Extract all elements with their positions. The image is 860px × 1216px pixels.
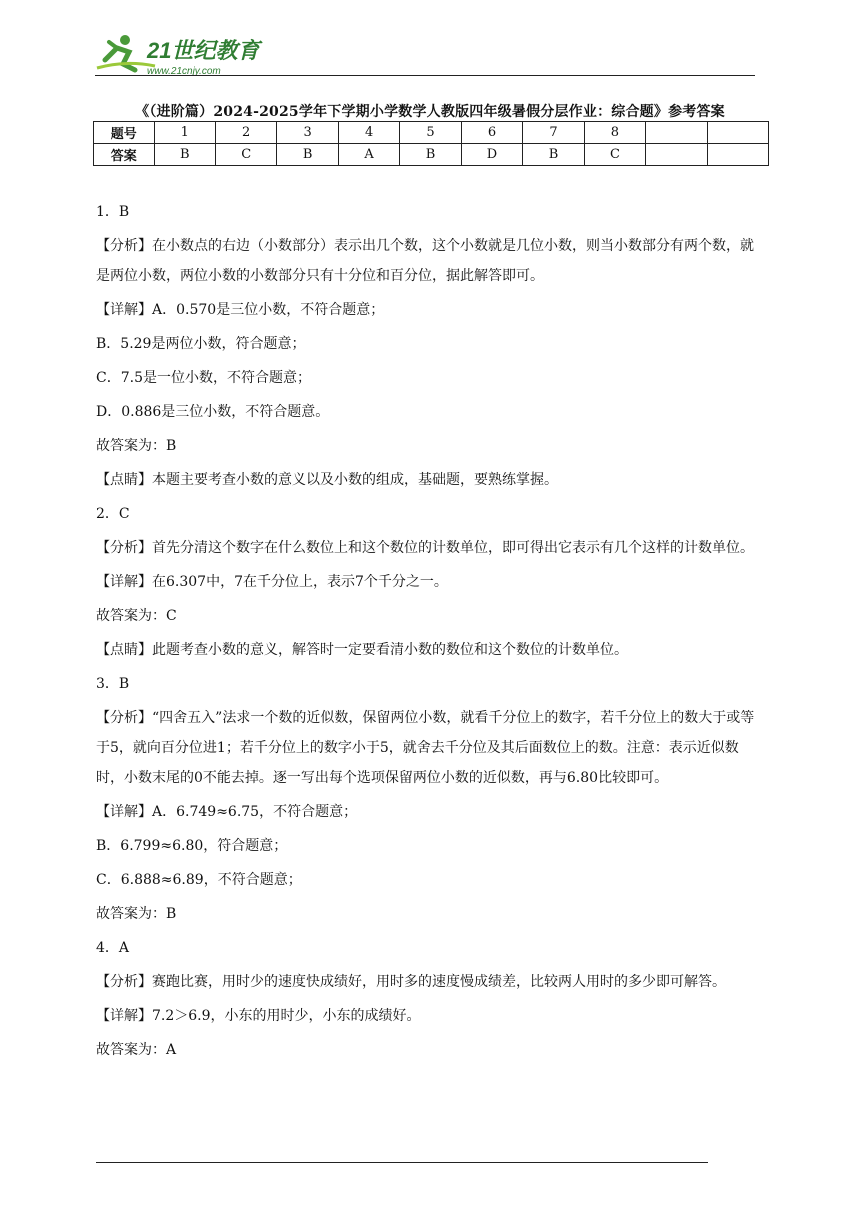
table-cell: D bbox=[461, 144, 522, 166]
table-cell: 6 bbox=[461, 122, 522, 144]
detail-line: B．5.29是两位小数，符合题意； bbox=[96, 336, 306, 352]
answer-table bbox=[93, 121, 769, 166]
table-cell: B bbox=[523, 144, 584, 166]
answer-line: 故答案为：C bbox=[96, 608, 177, 624]
detail-line: C．6.888≈6.89，不符合题意； bbox=[96, 872, 302, 888]
analysis-paragraph: 【分析】“四舍五入”法求一个数的近似数，保留两位小数，就看千分位上的数字，若千分位上的数大于或等于5，就向百分位进1；若千分位上的数字小于5，就舍去千分位及其后面数位上的数。注意：表示近似数时，小数末尾的0不能去掉。逐一写出每个选项保留两位小数的近似数，再与6.80比较即可。 bbox=[96, 710, 755, 786]
table-cell: A bbox=[338, 144, 399, 166]
answer-line: 故答案为：A bbox=[96, 1042, 177, 1058]
runner-logo-icon bbox=[95, 30, 265, 78]
logo bbox=[95, 30, 265, 78]
answer-line: 故答案为：B bbox=[96, 438, 177, 454]
detail-line: 【详解】在6.307中，7在千分位上，表示7个千分之一。 bbox=[96, 574, 448, 590]
table-cell: 2 bbox=[215, 122, 276, 144]
detail-line: 【详解】A．6.749≈6.75，不符合题意； bbox=[96, 804, 358, 820]
logo-brand: 21世纪教育 bbox=[147, 38, 260, 63]
table-row bbox=[94, 144, 769, 166]
table-cell: 3 bbox=[277, 122, 338, 144]
table-cell: B bbox=[154, 144, 215, 166]
row-label: 答案 bbox=[94, 144, 155, 166]
question-number: 2．C bbox=[96, 506, 130, 522]
answer-line: 故答案为：B bbox=[96, 906, 177, 922]
detail-line: 【详解】7.2＞6.9，小东的用时少，小东的成绩好。 bbox=[96, 1008, 421, 1024]
table-cell bbox=[707, 144, 768, 166]
table-cell bbox=[646, 122, 707, 144]
question-number: 4．A bbox=[96, 940, 130, 956]
table-cell: 5 bbox=[400, 122, 461, 144]
analysis-paragraph: 【分析】在小数点的右边（小数部分）表示出几个数，这个小数就是几位小数，则当小数部分有两个数，就是两位小数，两位小数的小数部分只有十分位和百分位，据此解答即可。 bbox=[96, 238, 754, 284]
answer-explanations bbox=[96, 195, 761, 1067]
question-number: 3．B bbox=[96, 676, 130, 692]
table-cell: 1 bbox=[154, 122, 215, 144]
detail-line: C．7.5是一位小数，不符合题意； bbox=[96, 370, 311, 386]
table-cell bbox=[646, 144, 707, 166]
question-number: 1．B bbox=[96, 204, 130, 220]
table-row bbox=[94, 122, 769, 144]
table-cell: 7 bbox=[523, 122, 584, 144]
detail-line: 【详解】A．0.570是三位小数，不符合题意； bbox=[96, 302, 385, 318]
detail-line: B．6.799≈6.80，符合题意； bbox=[96, 838, 288, 854]
footer-divider bbox=[96, 1162, 708, 1163]
comment-line: 【点睛】此题考查小数的意义，解答时一定要看清小数的数位和这个数位的计数单位。 bbox=[96, 642, 628, 658]
table-cell: 8 bbox=[584, 122, 645, 144]
table-cell: 4 bbox=[338, 122, 399, 144]
logo-url: www.21cnjy.com bbox=[147, 66, 221, 77]
analysis-paragraph: 【分析】赛跑比赛，用时少的速度快成绩好，用时多的速度慢成绩差，比较两人用时的多少即可解答。 bbox=[96, 974, 726, 990]
table-cell: C bbox=[215, 144, 276, 166]
table-cell: B bbox=[400, 144, 461, 166]
row-label: 题号 bbox=[94, 122, 155, 144]
comment-line: 【点睛】本题主要考查小数的意义以及小数的组成，基础题，要熟练掌握。 bbox=[96, 472, 558, 488]
detail-line: D．0.886是三位小数，不符合题意。 bbox=[96, 404, 330, 420]
page-title: 《（进阶篇）2024-2025学年下学期小学数学人教版四年级暑假分层作业：综合题》参考答案 bbox=[135, 104, 725, 120]
table-cell: B bbox=[277, 144, 338, 166]
table-cell bbox=[707, 122, 768, 144]
analysis-paragraph: 【分析】首先分清这个数字在什么数位上和这个数位的计数单位，即可得出它表示有几个这样的计数单位。 bbox=[96, 540, 754, 556]
table-cell: C bbox=[584, 144, 645, 166]
header-divider bbox=[95, 75, 755, 76]
